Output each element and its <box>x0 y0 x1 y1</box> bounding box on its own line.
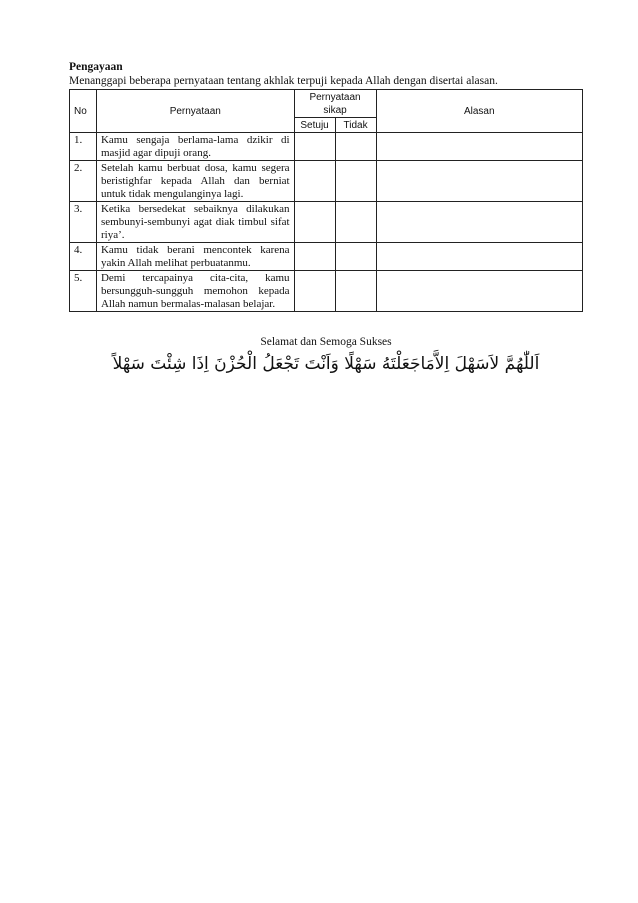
table-row <box>70 161 583 202</box>
agree-cell[interactable] <box>294 243 335 271</box>
instruction-text: Menanggapi beberapa pernyataan tentang akhlak terpuji kepada Allah dengan disertai alasan. <box>69 75 498 87</box>
worksheet-page <box>69 60 584 374</box>
row-number: 1. <box>70 133 97 161</box>
agree-cell[interactable] <box>294 133 335 161</box>
agree-cell[interactable] <box>294 202 335 243</box>
reason-cell[interactable] <box>376 133 582 161</box>
reason-cell[interactable] <box>376 202 582 243</box>
row-statement: Kamu tidak berani mencontek karena yakin Allah melihat perbuatanmu. <box>96 243 294 271</box>
reason-cell[interactable] <box>376 271 582 312</box>
disagree-cell[interactable] <box>335 161 376 202</box>
row-statement: Setelah kamu berbuat dosa, kamu segera beristighfar kepada Allah dan berniat untuk tidak mengulanginya lagi. <box>96 161 294 202</box>
closing-message: Selamat dan Semoga Sukses <box>260 336 392 348</box>
agree-cell[interactable] <box>294 161 335 202</box>
reason-cell[interactable] <box>376 243 582 271</box>
table-row <box>70 202 583 243</box>
reason-cell[interactable] <box>376 161 582 202</box>
header-statement: Pernyataan <box>96 90 294 133</box>
table-row <box>70 271 583 312</box>
row-statement: Demi tercapainya cita-cita, kamu bersungguh-sungguh memohon kepada Allah namun bermalas-malasan belajar. <box>96 271 294 312</box>
header-agree: Setuju <box>294 118 335 133</box>
row-number: 3. <box>70 202 97 243</box>
section-title: Pengayaan <box>69 61 123 73</box>
disagree-cell[interactable] <box>335 271 376 312</box>
table-row <box>70 243 583 271</box>
attitude-table <box>69 89 583 312</box>
header-no: No <box>70 90 97 133</box>
disagree-cell[interactable] <box>335 243 376 271</box>
row-statement: Kamu sengaja berlama-lama dzikir di masjid agar dipuji orang. <box>96 133 294 161</box>
header-attitude: Pernyataan sikap <box>294 90 376 118</box>
table-header-row <box>70 90 583 118</box>
row-number: 5. <box>70 271 97 312</box>
row-statement: Ketika bersedekat sebaiknya dilakukan sembunyi-sembunyi agat diak timbul sifat riya’. <box>96 202 294 243</box>
arabic-dua: اَللّٰهُمَّ لاَسَهْلَ اِلاَّمَاجَعَلْتَهُ سَهْلًا وَاَنْتَ تَجْعَلُ الْحُزْنَ اِذَا شِئْتَ سَهْلاً <box>112 354 540 374</box>
header-reason: Alasan <box>376 90 582 133</box>
disagree-cell[interactable] <box>335 133 376 161</box>
table-row <box>70 133 583 161</box>
header-disagree: Tidak <box>335 118 376 133</box>
agree-cell[interactable] <box>294 271 335 312</box>
row-number: 4. <box>70 243 97 271</box>
row-number: 2. <box>70 161 97 202</box>
disagree-cell[interactable] <box>335 202 376 243</box>
